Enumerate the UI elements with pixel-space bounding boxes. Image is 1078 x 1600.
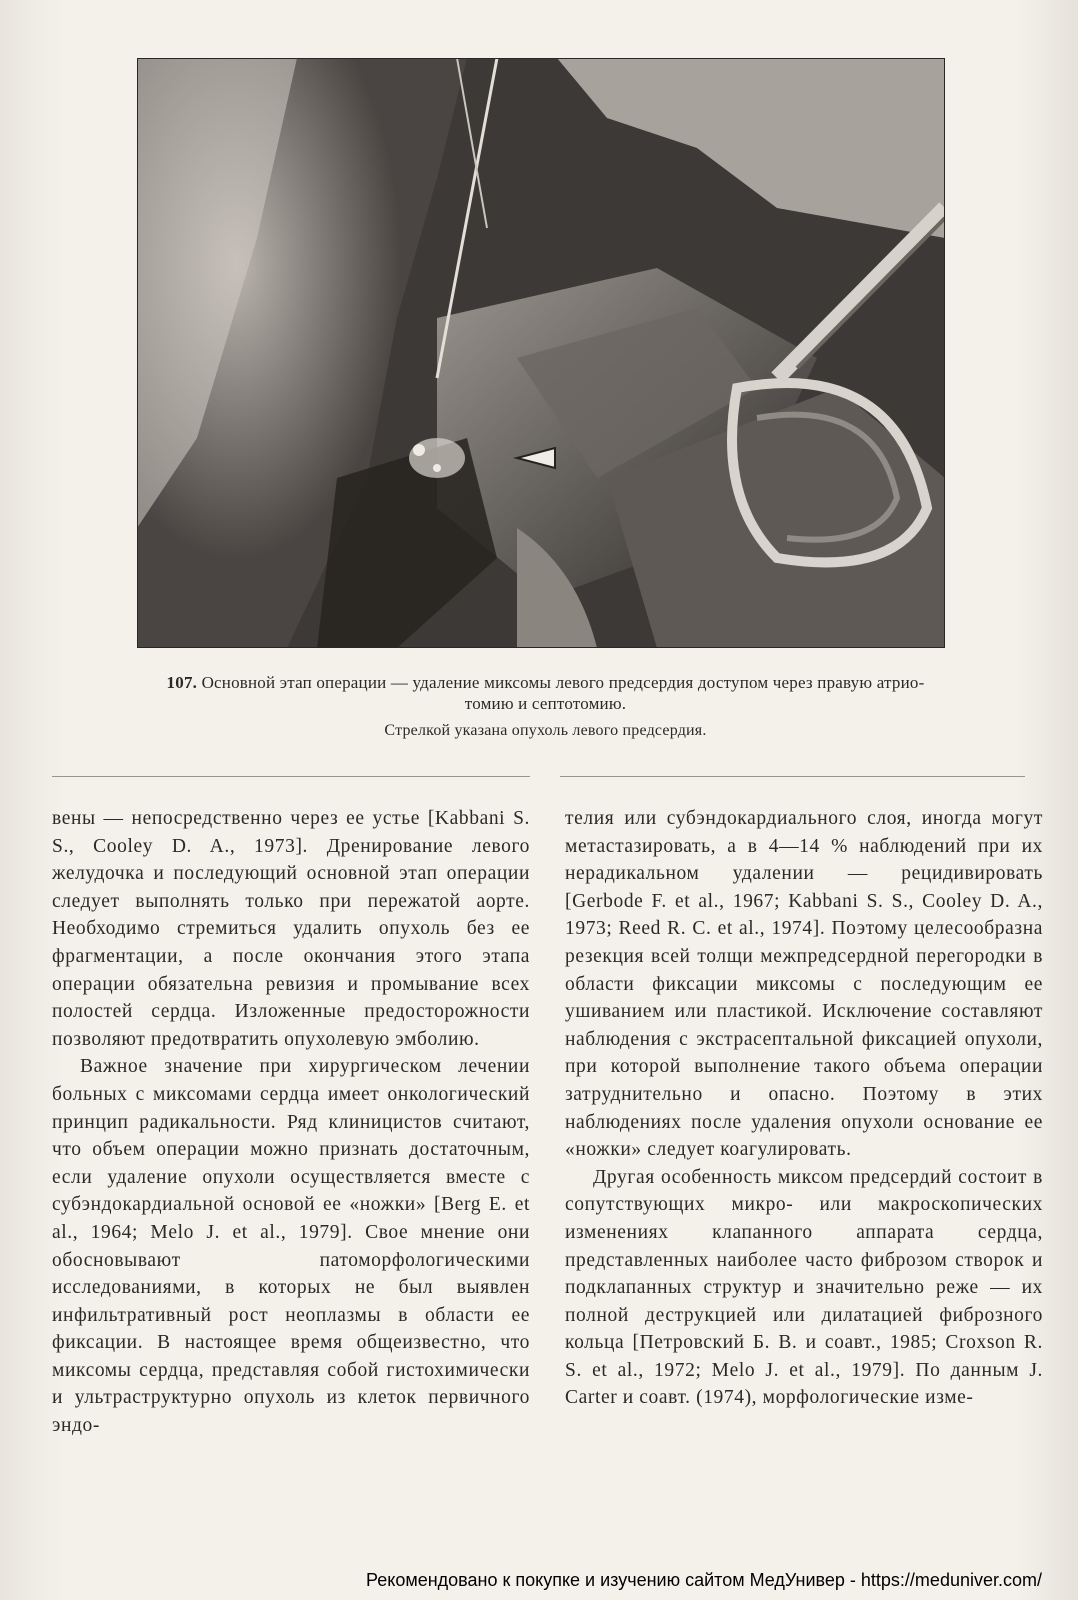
surgery-photograph	[137, 58, 945, 648]
right-separator-rule	[560, 776, 1025, 777]
footer-note	[0, 1570, 1078, 1591]
figure-number: 107.	[166, 673, 198, 692]
caption-text-line2: томию и септотомию.	[464, 694, 627, 713]
paragraph: вены — непосредственно через ее устье [Kabbani S. S., Cooley D. A., 1973]. Дренирование левого желудочка и последующий основной этап операции следует выполнять только при пережатой аорте. Необходимо стремиться удалить опухоль без ее фрагментации, а после окончания этого этапа операции обязательна ревизия и промывание всех полостей сердца. Изложенные предосторожности позволяют предотвратить опухолевую эмболию.	[52, 808, 530, 1050]
caption-note: Стрелкой указана опухоль левого предсердия.	[384, 722, 707, 739]
footer-text: Рекомендовано к покупке и изучению сайтом МедУнивер - https://meduniver.com/	[366, 1570, 1042, 1590]
paragraph: телия или субэндокардиального слоя, иногда могут метастазировать, а в 4—14 % наблюдений при их нерадикальном удалении — рецидивировать [Gerbode F. et al., 1967; Kabbani S. S., Cooley D. A., 1973; Reed R. C. et al., 1974]. Поэтому целесообразна резекция всей толщи межпредсердной перегородки в области фиксации миксомы с последующим ее ушиванием или пластикой. Исключение составляют наблюдения с экстрасептальной фиксацией опухоли, при которой выполнение такого объема операции затруднительно и опасно. Поэтому в этих наблюдениях после удаления опухоли основание ее «ножки» следует коагулировать.	[565, 808, 1043, 1161]
paragraph: Другая особенность миксом предсердий состоит в сопутствующих микро- или макроскопических изменениях клапанного аппарата сердца, представленных наиболее часто фиброзом створок и подклапанных структур и значительно реже — их полной деструкцией или дилатацией фиброзного кольца [Петровский Б. В. и соавт., 1985; Croxson R. S. et al., 1972; Melo J. et al., 1979]. По данным J. Carter и соавт. (1974), морфологические изме-	[565, 1166, 1043, 1409]
left-separator-rule	[52, 776, 530, 777]
left-text-column	[52, 805, 530, 1440]
caption-text-line1: Основной этап операции — удаление миксомы левого предсердия доступом через правую атрио-	[201, 673, 925, 692]
right-text-column	[565, 805, 1043, 1412]
figure-caption	[48, 672, 1043, 741]
paragraph: Важное значение при хирургическом лечении больных с миксомами сердца имеет онкологический принцип радикальности. Ряд клиницистов считают, что объем операции можно признать достаточным, если удаление опухоли осуществляется вместе с субэндокардиальной основой ее «ножки» [Berg E. et al., 1964; Melo J. et al., 1979]. Свое мнение они обосновывают патоморфологическими исследованиями, в которых не был выявлен инфильтративный рост неоплазмы в области ее фиксации. В настоящее время общеизвестно, что миксомы сердца, представляя собой гистохимически и ультраструктурно опухоль из клеток первичного эндо-	[52, 1056, 530, 1437]
